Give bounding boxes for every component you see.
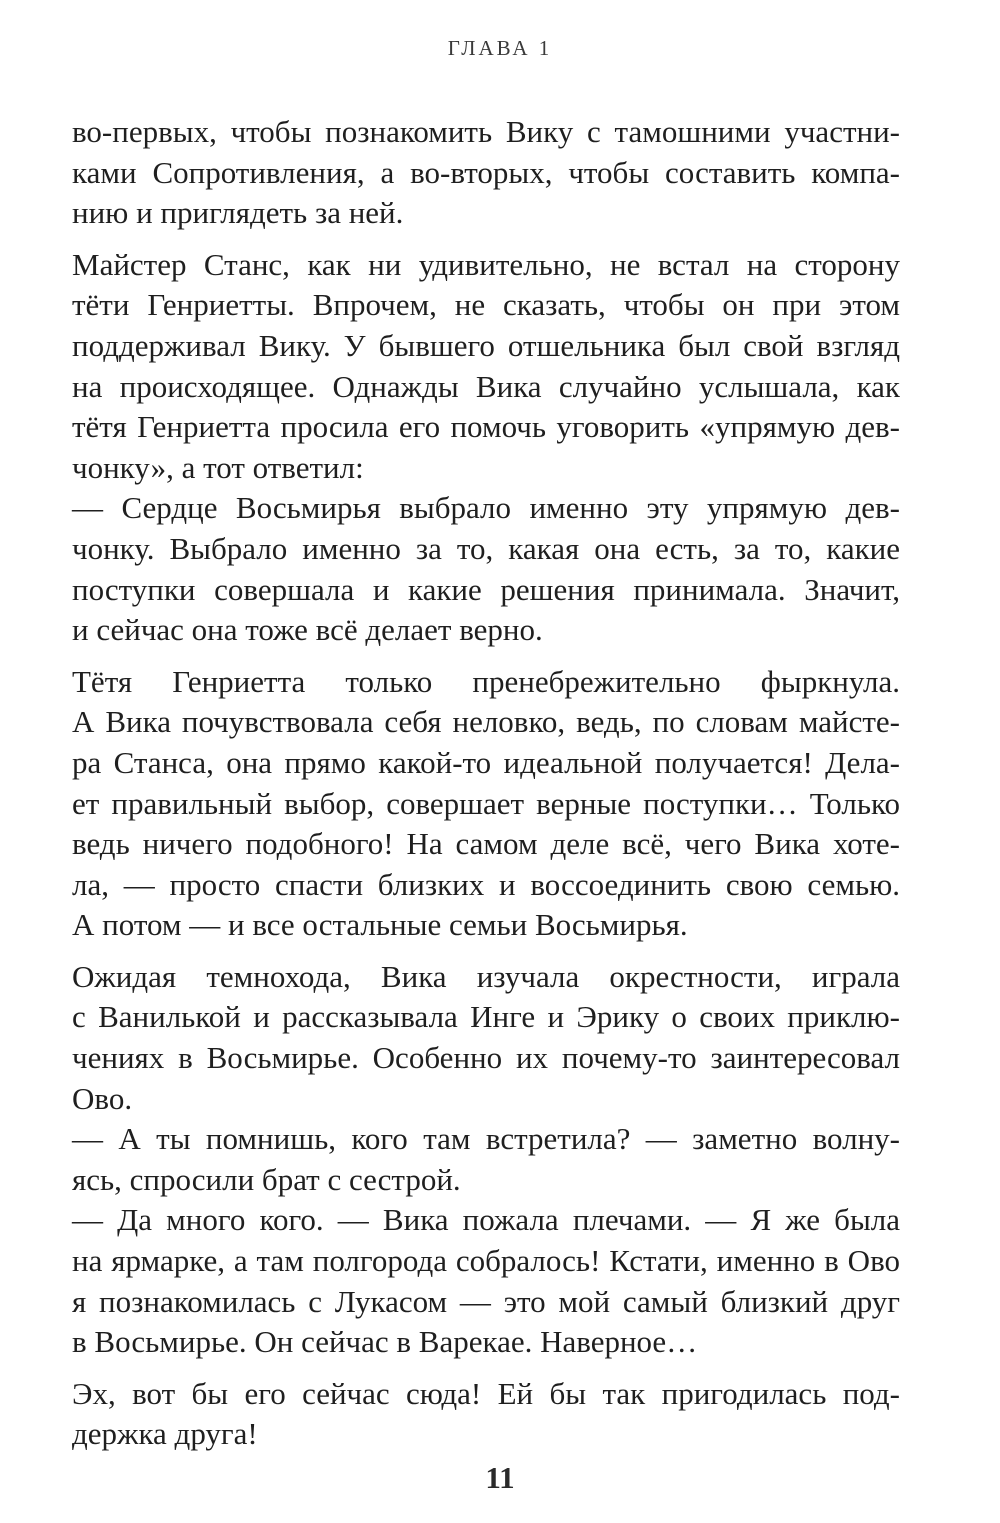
text-line: нию и приглядеть за ней. xyxy=(72,195,404,231)
text-line: держка друга! xyxy=(72,1416,258,1452)
running-head: ГЛАВА 1 xyxy=(447,36,553,60)
text-line: тёти Генриетты. Впрочем, не сказать, чтобы он при этом xyxy=(72,287,900,323)
page-number: 11 xyxy=(485,1460,515,1495)
text-line: в Восьмирье. Он сейчас в Варекае. Наверное… xyxy=(72,1324,698,1360)
paragraph-8 xyxy=(72,1374,900,1455)
paragraph-4 xyxy=(72,662,900,946)
text-line: Ожидая темнохода, Вика изучала окрестности, играла xyxy=(72,958,900,994)
text-line: ла, — просто спасти близких и воссоединить свою семью. xyxy=(72,866,900,902)
text-line: Майстер Станс, как ни удивительно, не встал на сторону xyxy=(72,246,900,282)
text-line: ясь, спросили брат с сестрой. xyxy=(72,1161,461,1197)
text-line: Тётя Генриетта только пренебрежительно фыркнула. xyxy=(72,663,900,699)
text-line: с Ванилькой и рассказывала Инге и Эрику о своих приклю- xyxy=(72,999,900,1035)
paragraph-6 xyxy=(72,1119,900,1200)
text-line: чениях в Восьмирье. Особенно их почему-то заинтересовал xyxy=(72,1040,900,1076)
text-line: поступки совершала и какие решения принимала. Значит, xyxy=(72,571,900,607)
paragraph-2 xyxy=(72,245,900,489)
text-line: А Вика почувствовала себя неловко, ведь, по словам майсте- xyxy=(72,704,900,740)
text-line: А потом — и все остальные семьи Восьмирья. xyxy=(72,907,688,943)
text-line: ет правильный выбор, совершает верные поступки… Только xyxy=(72,785,900,821)
text-line: Эх, вот бы его сейчас сюда! Ей бы так пригодилась под- xyxy=(72,1375,900,1411)
text-line: и сейчас она тоже всё делает верно. xyxy=(72,612,543,648)
paragraph-3 xyxy=(72,488,900,650)
text-line: я познакомилась с Лукасом — это мой самый близкий друг xyxy=(72,1283,900,1319)
text-line: — А ты помнишь, кого там встретила? — заметно волну- xyxy=(72,1121,900,1157)
text-line: чонку. Выбрало именно за то, какая она есть, за то, какие xyxy=(72,530,900,566)
text-line: ведь ничего подобного! На самом деле всё, чего Вика хоте- xyxy=(72,826,900,862)
text-line: на ярмарке, а там полгорода собралось! Кстати, именно в Ово xyxy=(72,1243,900,1279)
text-line: во-первых, чтобы познакомить Вику с тамошними участни- xyxy=(72,114,900,149)
text-line: Ово. xyxy=(72,1080,133,1116)
text-line: — Да много кого. — Вика пожала плечами. — Я же была xyxy=(72,1202,900,1238)
text-line: ками Сопротивления, а во-вторых, чтобы составить компа- xyxy=(72,154,900,190)
paragraph-5 xyxy=(72,957,900,1119)
text-line: ра Станса, она прямо какой-то идеальной получается! Дела- xyxy=(72,744,900,780)
paragraph-1 xyxy=(72,112,900,234)
text-line: на происходящее. Однажды Вика случайно услышала, как xyxy=(72,368,900,404)
text-line: — Сердце Восьмирья выбрало именно эту упрямую дев- xyxy=(72,490,900,526)
body-text xyxy=(72,112,900,1455)
text-line: тётя Генриетта просила его помочь уговорить «упрямую дев- xyxy=(72,409,900,445)
paragraph-7 xyxy=(72,1200,900,1362)
text-line: поддерживал Вику. У бывшего отшельника был свой взгляд xyxy=(72,327,900,363)
text-line: чонку», а тот ответил: xyxy=(72,449,364,485)
